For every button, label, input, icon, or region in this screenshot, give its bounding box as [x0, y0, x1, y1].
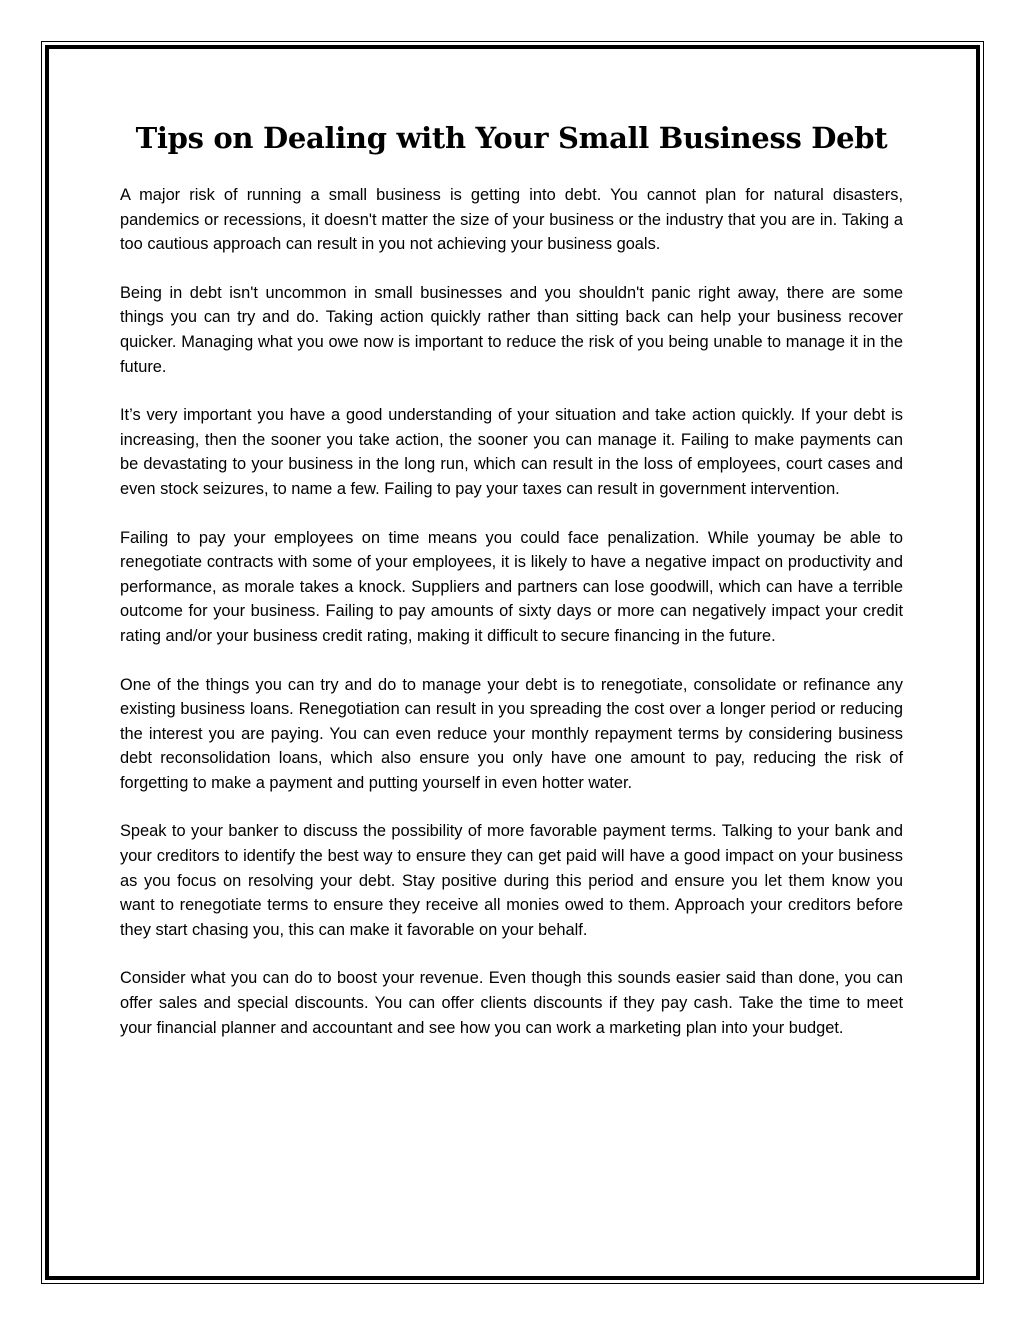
- document-title: Tips on Dealing with Your Small Business Debt: [135, 121, 888, 155]
- paragraph-3: It’s very important you have a good understanding of your situation and take action quickly. If your debt is increasing, then the sooner you take action, the sooner you can manage it. Failing to make payments can be devastating to your business in the long run, which can result in the loss of employees, court cases and even stock seizures, to name a few. Failing to pay your taxes can result in government intervention.: [120, 406, 903, 498]
- paragraph-5: One of the things you can try and do to manage your debt is to renegotiate, consolidate or refinance any existing business loans. Renegotiation can result in you spreading the cost over a longer period or reducing the interest you are paying. You can even reduce your monthly repayment terms by considering business debt reconsolidation loans, which also ensure you only have one amount to pay, reducing the risk of forgetting to make a payment and putting yourself in even hotter water.: [120, 675, 903, 792]
- paragraph-4: Failing to pay your employees on time means you could face penalization. While youmay be able to renegotiate contracts with some of your employees, it is likely to have a negative impact on productivity and performance, as morale takes a knock. Suppliers and partners can lose goodwill, which can have a terrible outcome for your business. Failing to pay amounts of sixty days or more can negatively impact your credit rating and/or your business credit rating, making it difficult to secure financing in the future.: [120, 528, 903, 645]
- paragraph-7: Consider what you can do to boost your revenue. Even though this sounds easier said than done, you can offer sales and special discounts. You can offer clients discounts if they pay cash. Take the time to meet your financial planner and accountant and see how you can work a marketing plan into your budget.: [120, 969, 903, 1037]
- paragraph-1: A major risk of running a small business is getting into debt. You cannot plan for natural disasters, pandemics or recessions, it doesn't matter the size of your business or the industry that you are in. Taking a too cautious approach can result in you not achieving your business goals.: [120, 186, 903, 254]
- paragraph-6: Speak to your banker to discuss the possibility of more favorable payment terms. Talking to your bank and your creditors to identify the best way to ensure they can get paid will have a good impact on your business as you focus on resolving your debt. Stay positive during this period and ensure you let them know you want to renegotiate terms to ensure they receive all monies owed to them. Approach your creditors before they start chasing you, this can make it favorable on your behalf.: [120, 822, 903, 939]
- paragraph-2: Being in debt isn't uncommon in small businesses and you shouldn't panic right away, there are some things you can try and do. Taking action quickly rather than sitting back can help your business recover quicker. Managing what you owe now is important to reduce the risk of you being unable to manage it in the future.: [120, 283, 903, 376]
- document-body: [120, 118, 903, 1064]
